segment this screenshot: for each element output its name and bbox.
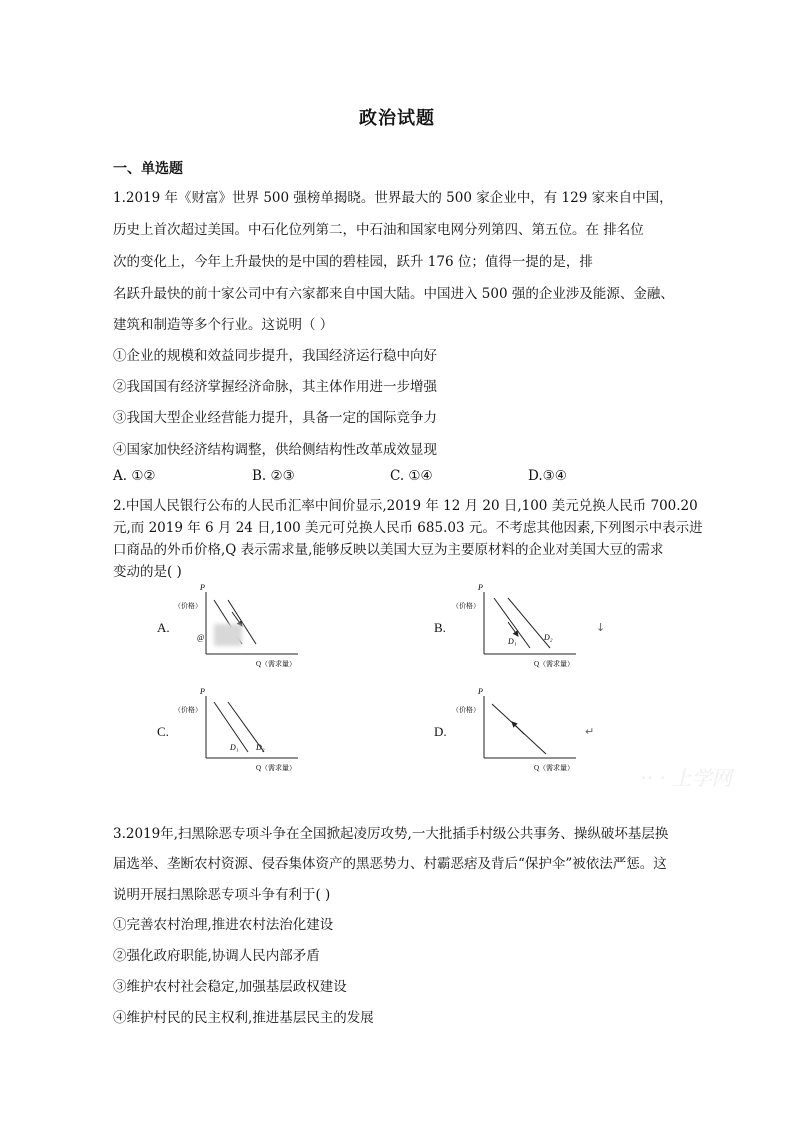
graph-d-shift-arrow	[512, 722, 524, 734]
graph-a-p-axis: P	[200, 583, 205, 592]
graph-c	[172, 686, 312, 786]
q3-stem-line-2: 届选举、垄断农村资源、侵吞集体资产的黑恶势力、村霸恶痞及背后“保护伞”被依法严惩。这	[113, 856, 667, 872]
graph-c-d1-label: D₁	[230, 743, 239, 752]
graph-a-mark: @	[197, 633, 205, 642]
graph-d	[450, 686, 590, 786]
watermark: ·· · 上学网	[640, 766, 732, 790]
q2-stem-line-4: 变动的是( )	[113, 564, 182, 580]
graph-c-p-axis: P	[200, 687, 205, 696]
q1-stem-line-2: 历史上首次超过美国。中石化位列第二，中石油和国家电网分列第四、第五位。在 排名位	[113, 222, 644, 238]
page-title: 政治试题	[359, 108, 435, 129]
graph-a-q-axis: Q（需求量）	[256, 660, 297, 668]
graph-b-d1-label: D₁	[508, 637, 517, 646]
q1-statement-3: ③我国大型企业经营能力提升，具备一定的国际竞争力	[113, 410, 437, 426]
graph-a	[172, 582, 312, 682]
q3-statement-1: ①完善农村治理,推进农村法治化建设	[113, 917, 334, 933]
graph-c-price-label: （价格）	[174, 706, 202, 714]
q1-option-a: A. ①②	[113, 468, 156, 484]
q3-statement-2: ②强化政府职能,协调人民内部矛盾	[113, 948, 320, 964]
side-mark-2: ↵	[585, 725, 595, 738]
graph-c-d2-label: D₂	[256, 743, 265, 752]
q1-stem-line-5: 建筑和制造等多个行业。这说明（ ）	[113, 317, 334, 333]
graph-d-p-axis: P	[478, 687, 483, 696]
q1-stem-line-3: 次的变化上，今年上升最快的是中国的碧桂园，跃升 176 位；值得一提的是，排	[113, 254, 593, 270]
q3-statement-4: ④维护村民的民主权利,推进基层民主的发展	[113, 1010, 374, 1026]
section-heading: 一、单选题	[113, 161, 183, 177]
graph-b-label: B.	[434, 620, 446, 635]
graph-c-label: C.	[157, 724, 169, 739]
graph-c-q-axis: Q（需求量）	[256, 764, 297, 772]
graph-b	[450, 582, 590, 682]
q1-statement-4: ④国家加快经济结构调整，供给侧结构性改革成效显现	[113, 442, 437, 458]
graph-a-price-label: （价格）	[174, 602, 202, 610]
graph-b-q-axis: Q（需求量）	[534, 660, 575, 668]
q1-option-c: C. ①④	[390, 468, 433, 484]
q1-option-b: B. ②③	[252, 468, 295, 484]
q1-option-d: D.③④	[528, 468, 567, 484]
q1-statement-2: ②我国国有经济掌握经济命脉，其主体作用进一步增强	[113, 379, 437, 395]
graph-d-price-label: （价格）	[452, 706, 480, 714]
q3-statement-3: ③维护农村社会稳定,加强基层政权建设	[113, 979, 347, 995]
graph-b-d2-label: D₂	[544, 633, 553, 642]
graph-d-q-axis: Q（需求量）	[534, 764, 575, 772]
q3-stem-line-3: 说明开展扫黑除恶专项斗争有利于( )	[113, 887, 331, 903]
q2-stem-line-3: 口商品的外币价格,Q 表示需求量,能够反映以美国大豆为主要原材料的企业对美国大豆的需求	[113, 542, 664, 558]
graph-d-label: D.	[434, 724, 447, 739]
q1-stem-line-4: 名跃升最快的前十家公司中有六家都来自中国大陆。中国进入 500 强的企业涉及能源、金融、	[113, 286, 674, 302]
side-mark-1: ↓	[596, 621, 606, 634]
q3-stem-line-1: 3.2019年,扫黑除恶专项斗争在全国掀起凌厉攻势,一大批插手村级公共事务、操纵破坏基层换	[113, 826, 669, 842]
graph-b-price-label: （价格）	[452, 602, 480, 610]
graph-b-p-axis: P	[478, 583, 483, 592]
q2-stem-line-1: 2.中国人民银行公布的人民币汇率中间价显示,2019 年 12 月 20 日,100 美元兑换人民币 700.20	[113, 498, 698, 514]
q1-statement-1: ①企业的规模和效益同步提升，我国经济运行稳中向好	[113, 348, 437, 364]
q2-stem-line-2: 元,而 2019 年 6 月 24 日,100 美元可兑换人民币 685.03 元。不考虑其他因素,下列图示中表示进	[113, 520, 703, 536]
q1-stem-line-1: 1.2019 年《财富》世界 500 强榜单揭晓。世界最大的 500 家企业中，有 129 家来自中国，	[113, 190, 673, 206]
blurred-region	[214, 624, 242, 646]
graph-a-label: A.	[157, 620, 170, 635]
